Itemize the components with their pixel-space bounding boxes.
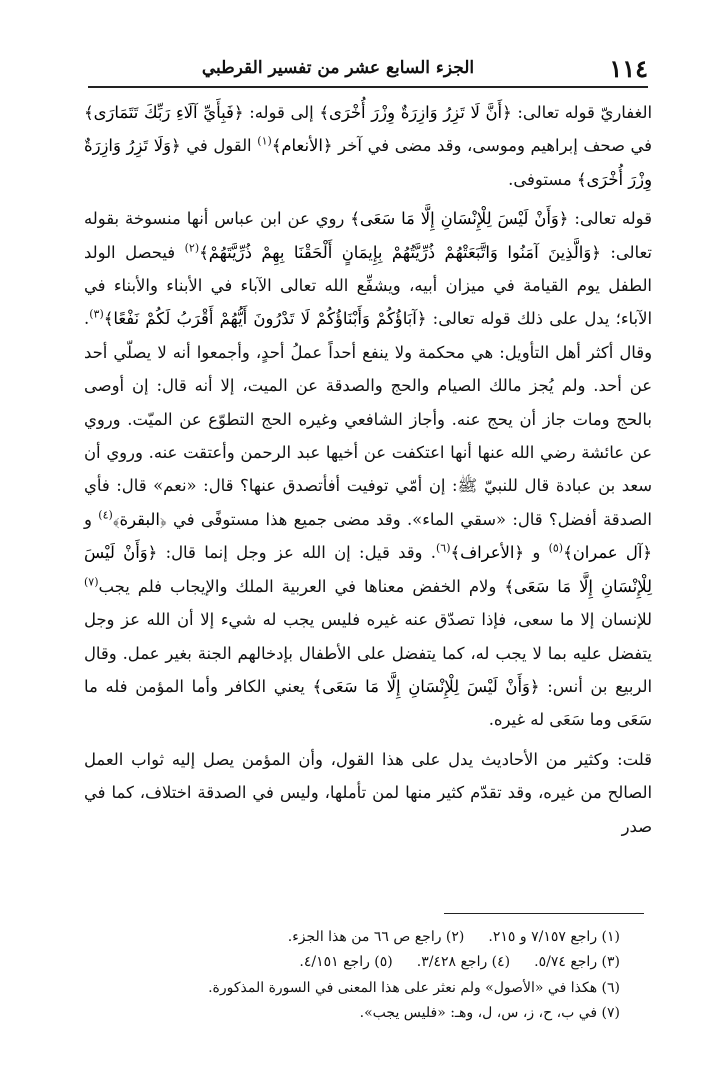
footnote-marker: (٣) [89,307,104,321]
quran-quote: ﴿آبَاؤُكُمْ وَأَبْنَاؤُكُمْ لَا تَدْرُونَ أَيُّهُمْ أَقْرَبُ لَكُمْ نَفْعًا﴾ [103,309,427,329]
text-run: روي عن ابن عباس أنها منسوخة بقوله تعالى: [84,209,652,262]
footnote-marker: (٥) [548,541,564,555]
quran-quote: ﴿الأنعام﴾ [271,136,333,156]
text-run: مستوفى. [508,169,577,189]
quran-quote: ﴿وَلَا تَزِرُ وَازِرَةٌ وِزْرَ أُخْرَى﴾ [84,136,652,189]
paragraph [84,202,652,737]
text-run: يعني الكافر وأما المؤمن فله ما سَعَى وما سَعَى له غيره. [84,676,652,730]
text-run: . وقال أكثر أهل التأويل: هي محكمة ولا ينفع أحداً عملُ أحدٍ، وأجمعوا أنه لا يصلّي أحد عن أحد. ولم يُجز مالك الصيام والحج والصدقة عن الميت، إلا أنه قال: إن أوصى بالحج ومات جاز أن يحج عنه. وأجاز الشافعي وغيره الحج التطوّع عن الميّت. وروي عن عائشة رضي الله عنها أنها اعتكفت عن أخيها عبد الرحمن وأعتقت عنه. وروي أن سعد بن عبادة قال للنبيّ ﷺ: إن أمّي توفيت أفأتصدق عنها؟ قال: «نعم» قال: فأي الصدقة أفضل؟ قال: «سقي الماء». وقد مضى جميع هذا مستوفًى في [84,309,652,529]
quran-quote: ﴿البقرة﴾ [112,509,167,529]
footnote-row [150,976,620,1001]
body-text [84,96,652,843]
footnote: (٧) في ب، ح، ز، س، ل، وهـ: «فليس يجب». [359,1004,620,1021]
paragraph [84,743,652,843]
footnote: (٦) هكذا في «الأصول» ولم نعثر على هذا المعنى في السورة المذكورة. [208,979,620,996]
quran-quote: ﴿وَأَنْ لَيْسَ لِلْإِنْسَانِ إِلَّا مَا سَعَى﴾ [84,543,652,596]
quran-quote: ﴿وَأَنْ لَيْسَ لِلْإِنْسَانِ إِلَّا مَا سَعَى﴾ [312,676,540,696]
text-run: قلت: وكثير من الأحاديث يدل على هذا القول، وأن المؤمن يصل إليه ثواب العمل الصالح من غيره، وقد تقدّم كثير منها لمن تأملها، وليس في الصدقة اختلاف، كما في صدر [84,749,652,836]
footnote: (١) راجع ٧/١٥٧ و ٢١٥. [488,929,620,945]
quran-quote: ﴿أَنَّ لَا تَزِرُ وَازِرَةٌ وِزْرَ أُخْرَى﴾ [319,103,512,122]
footnote-marker: (٧) [84,575,99,589]
page-number: ١١٤ [609,54,648,83]
footnote-row [150,925,620,950]
quran-quote: ﴿وَأَنْ لَيْسَ لِلْإِنْسَانِ إِلَّا مَا سَعَى﴾ [350,209,569,229]
page-header [88,46,648,88]
text-run: فيحصل الولد الطفل يوم القيامة في ميزان أبيه، ويشفِّع الله تعالى الآباء في الأبناء والأبناء في الآباء؛ يدل على ذلك قوله تعالى: [84,242,652,329]
quran-quote: ﴿وَالَّذِينَ آمَنُوا وَاتَّبَعَتْهُمْ ذُرِّيَّتُهُمْ بِإِيمَانٍ أَلْحَقْنَا بِهِمْ ذُرِّيَّتَهُمْ﴾ [199,242,601,262]
footnote-row [150,950,620,975]
footnote: (٤) راجع ٣/٤٢٨. [416,954,511,971]
text-run: و [84,509,99,529]
text-run: قوله تعالى: [568,209,652,229]
paragraph [84,96,652,196]
footnote: (٥) راجع ٤/١٥١. [299,954,393,971]
text-run: للإنسان إلا ما سعى، فإذا تصدّق عنه غيره فليس يجب له شيء إلا أن الله عز وجل يتفضل عليه بما لا يجب له، كما يتفضل على الأطفال بإدخالهم الجنة بغير عمل. وقال الربيع بن أنس: [84,610,652,696]
running-head: الجزء السابع عشر من تفسير القرطبي [201,58,475,78]
text-run: ولام الخفض معناها في العربية الملك والإيجاب فلم يجب [98,576,505,596]
footnote-marker: (٦) [436,541,451,555]
footnote-divider [444,913,644,914]
text-run: في صحف إبراهيم وموسى، وقد مضى في آخر [332,136,653,156]
quran-quote: ﴿آل عمران﴾ [563,543,652,563]
quran-quote: ﴿الأعراف﴾ [450,543,524,563]
quran-quote: ﴿فَبِأَيِّ آلَاءِ رَبِّكَ تَتَمَارَى﴾ [84,103,244,122]
footnote-marker: (٢) [184,241,200,255]
text-run: . وقد قيل: إن الله عز وجل إنما قال: [157,543,436,563]
footnote-marker: (١) [257,134,272,148]
text-run: إلى قوله: [243,103,320,122]
footnote: (٣) راجع ٥/٧٤. [534,954,620,971]
footnote-marker: (٤) [98,508,113,522]
text-run: و [524,543,549,563]
text-run: الغفاريّ قوله تعالى: [511,103,652,122]
footnotes [150,925,620,1026]
footnote: (٢) راجع ص ٦٦ من هذا الجزء. [287,929,465,945]
text-run: القول في [180,136,258,156]
footnote-row [150,1001,620,1026]
